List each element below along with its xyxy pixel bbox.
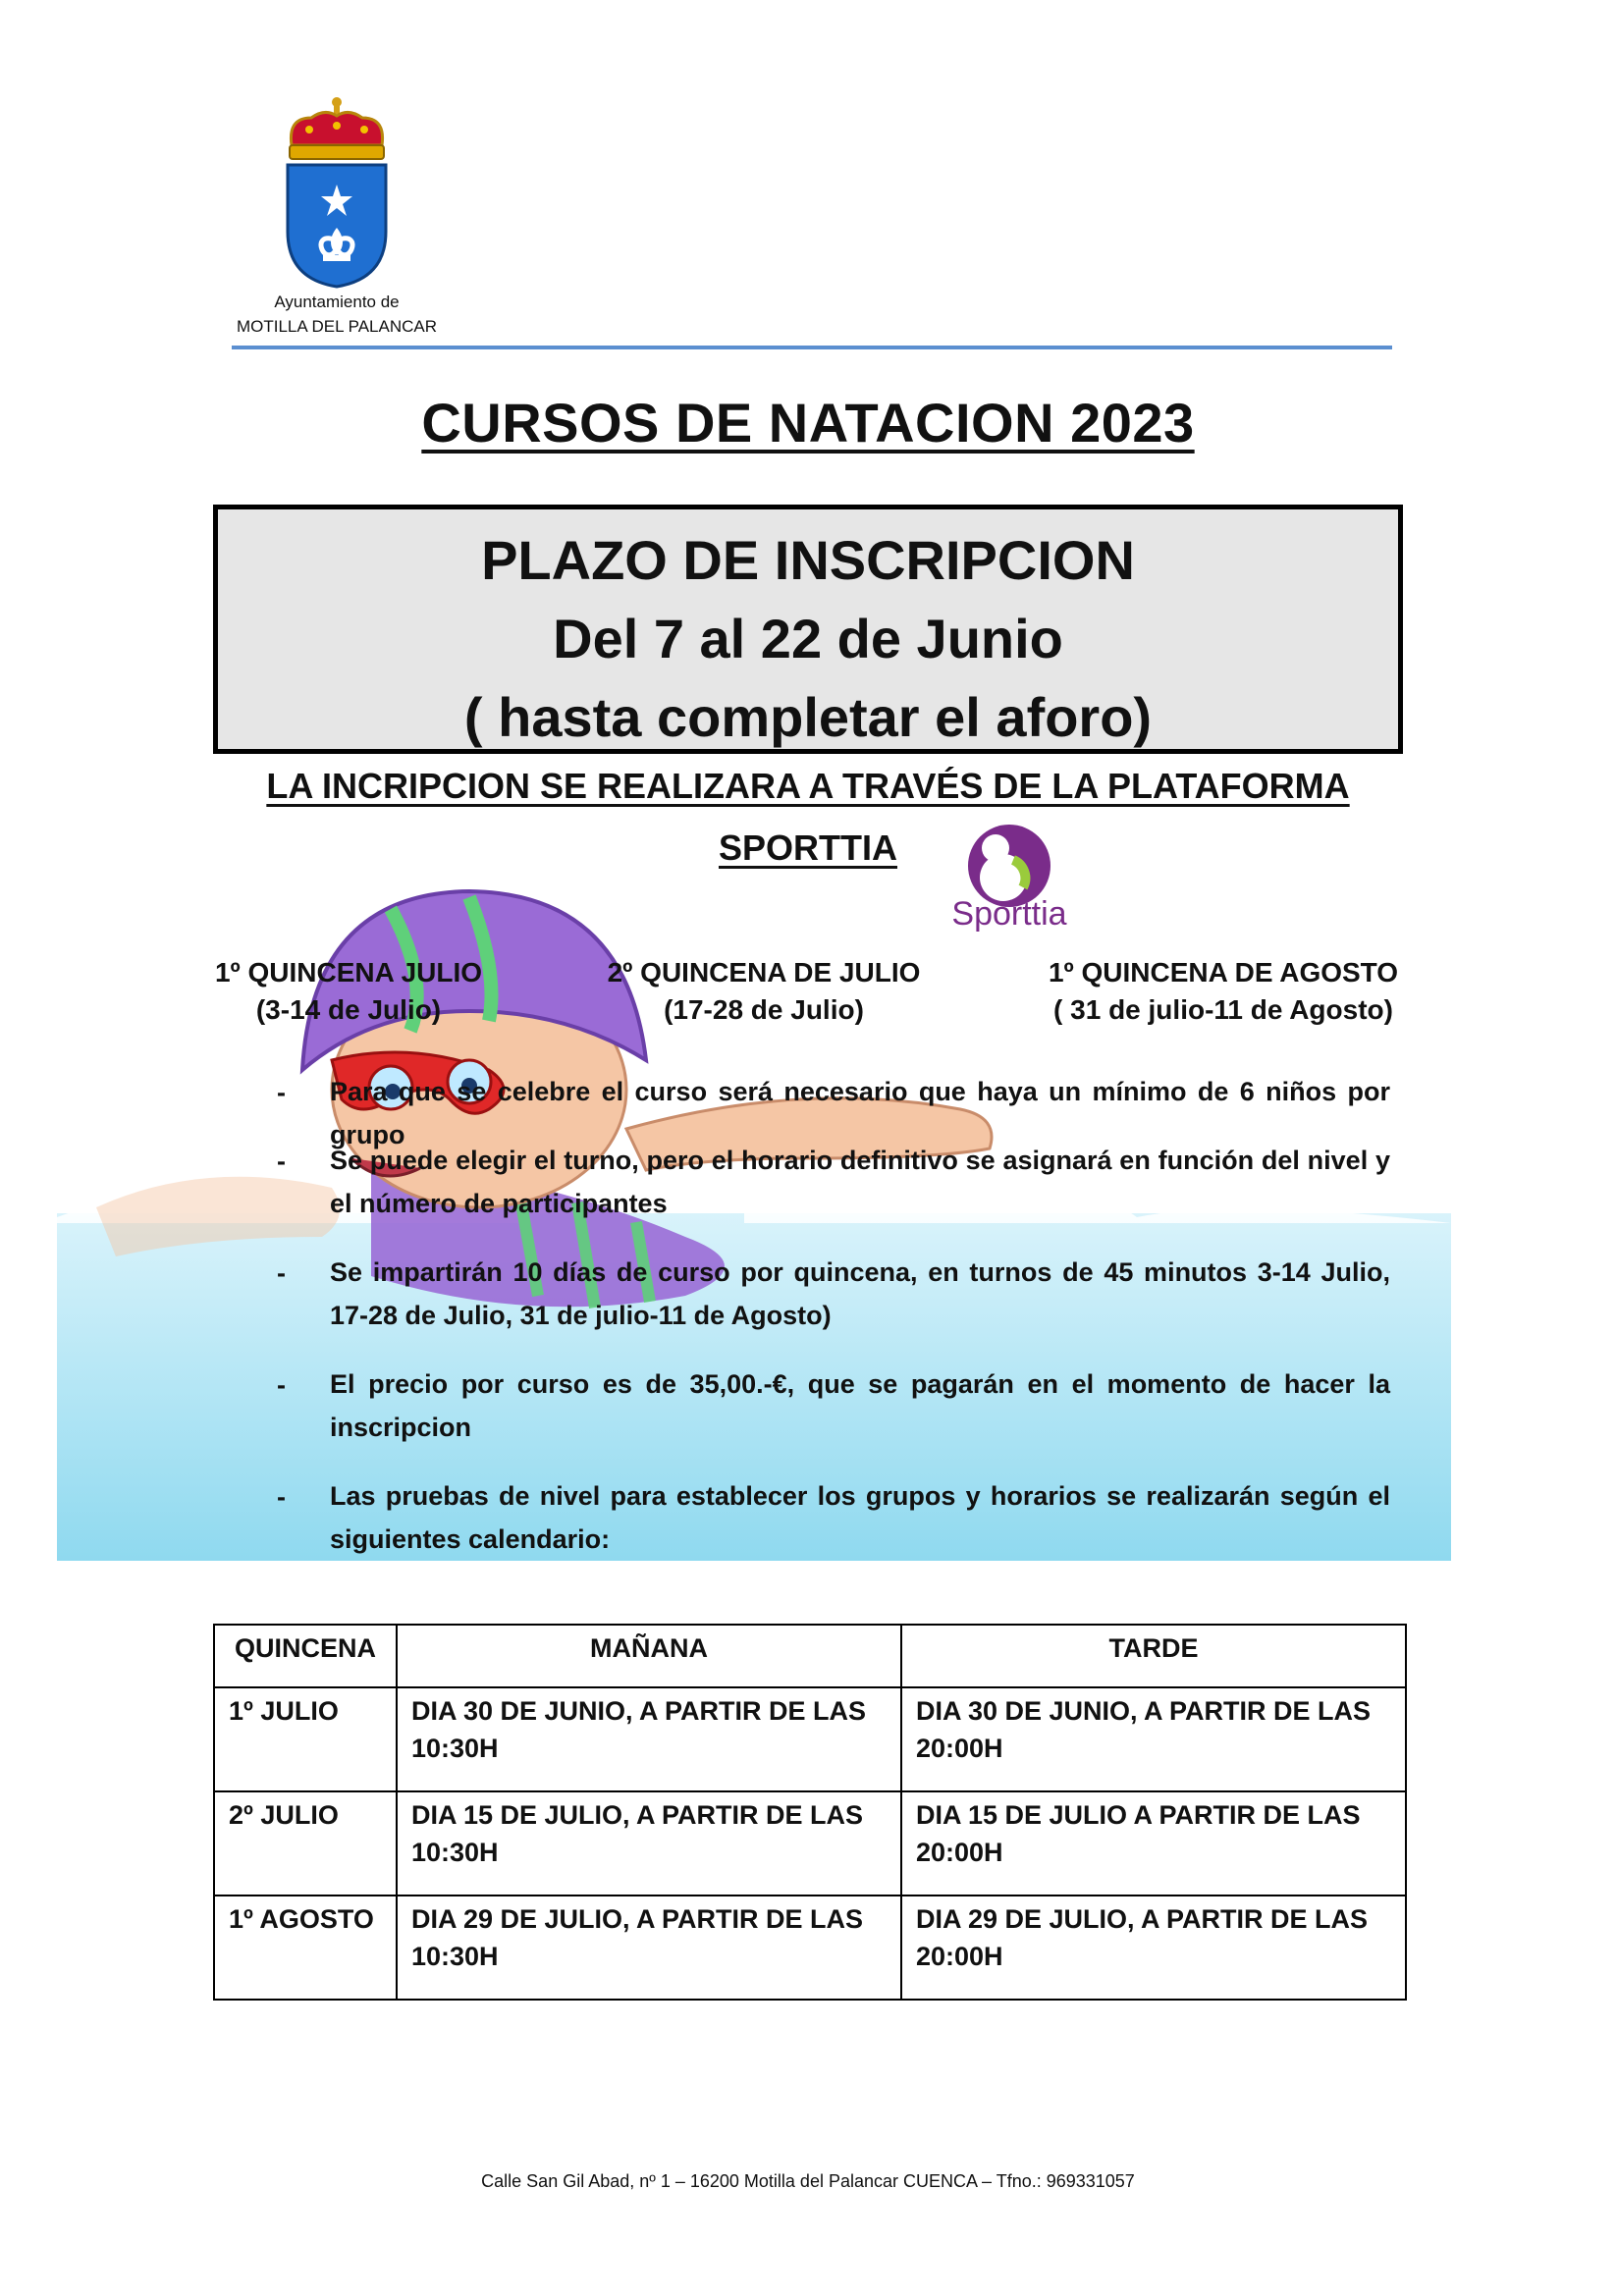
table-row	[214, 1896, 1406, 2000]
table-cell: 1º JULIO	[214, 1687, 397, 1791]
crest-caption-line1: Ayuntamiento de	[274, 293, 400, 311]
table-header: MAÑANA	[397, 1625, 901, 1687]
registration-line2: Del 7 al 22 de Junio	[553, 608, 1063, 669]
fortnight-title: 1º QUINCENA JULIO	[214, 957, 483, 988]
registration-line3: ( hasta completar el aforo)	[463, 686, 1153, 748]
page-title: CURSOS DE NATACION 2023	[421, 392, 1195, 454]
table-header: QUINCENA	[214, 1625, 397, 1687]
bullet-marker: -	[277, 1258, 286, 1288]
bullet-marker: -	[277, 1147, 286, 1176]
platform-line2: SPORTTIA	[718, 828, 897, 868]
table-header-row	[214, 1625, 1406, 1687]
registration-period-box	[213, 505, 1403, 754]
footer-address: Calle San Gil Abad, nº 1 – 16200 Motilla del Palancar CUENCA – Tfno.: 969331057	[481, 2171, 1135, 2191]
platform-line1: LA INCRIPCION SE REALIZARA A TRAVÉS DE LA PLATAFORMA	[266, 766, 1350, 806]
level-test-schedule-table	[213, 1624, 1407, 2001]
bullet-marker: -	[277, 1370, 286, 1400]
crest-caption-line2: MOTILLA DEL PALANCAR	[236, 317, 438, 336]
header-divider	[232, 346, 1392, 349]
table-header: TARDE	[901, 1625, 1406, 1687]
fortnight-title: 2º QUINCENA DE JULIO	[607, 957, 921, 988]
table-cell: DIA 30 DE JUNIO, A PARTIR DE LAS 10:30H	[397, 1687, 901, 1791]
table-cell: DIA 15 DE JULIO, A PARTIR DE LAS 10:30H	[397, 1791, 901, 1896]
municipal-crest-icon	[278, 94, 396, 291]
fortnight-dates: (17-28 de Julio)	[664, 994, 864, 1025]
bullet-text: Para que se celebre el curso será necesario que haya un mínimo de 6 niños por grupo	[330, 1077, 1390, 1149]
registration-line1: PLAZO DE INSCRIPCION	[481, 529, 1135, 591]
fortnight-title: 1º QUINCENA DE AGOSTO	[1048, 957, 1399, 988]
bullet-marker: -	[277, 1078, 286, 1107]
bullet-text: Se impartirán 10 días de curso por quincena, en turnos de 45 minutos 3-14 Julio, 17-28 de Julio, 31 de julio-11 de Agosto)	[330, 1257, 1390, 1330]
fortnight-dates: ( 31 de julio-11 de Agosto)	[1053, 994, 1393, 1025]
fortnight-dates: (3-14 de Julio)	[255, 994, 442, 1025]
sporttia-logo-text: Sporttia	[951, 895, 1067, 933]
table-cell: DIA 30 DE JUNIO, A PARTIR DE LAS 20:00H	[901, 1687, 1406, 1791]
bullet-text: El precio por curso es de 35,00.-€, que se pagarán en el momento de hacer la inscripcion	[330, 1369, 1390, 1442]
bullet-marker: -	[277, 1482, 286, 1512]
table-row	[214, 1687, 1406, 1791]
table-cell: DIA 29 DE JULIO, A PARTIR DE LAS 20:00H	[901, 1896, 1406, 2000]
fortnight-1	[152, 954, 545, 1029]
table-cell: DIA 15 DE JULIO A PARTIR DE LAS 20:00H	[901, 1791, 1406, 1896]
table-row	[214, 1791, 1406, 1896]
fortnight-2	[567, 954, 960, 1029]
fortnight-3	[1027, 954, 1420, 1029]
bullet-text: Las pruebas de nivel para establecer los grupos y horarios se realizarán según el siguientes calendario:	[330, 1481, 1390, 1554]
bullet-text: Se puede elegir el turno, pero el horario definitivo se asignará en función del nivel y el número de participantes	[330, 1146, 1390, 1218]
table-cell: DIA 29 DE JULIO, A PARTIR DE LAS 10:30H	[397, 1896, 901, 2000]
table-cell: 1º AGOSTO	[214, 1896, 397, 2000]
table-cell: 2º JULIO	[214, 1791, 397, 1896]
